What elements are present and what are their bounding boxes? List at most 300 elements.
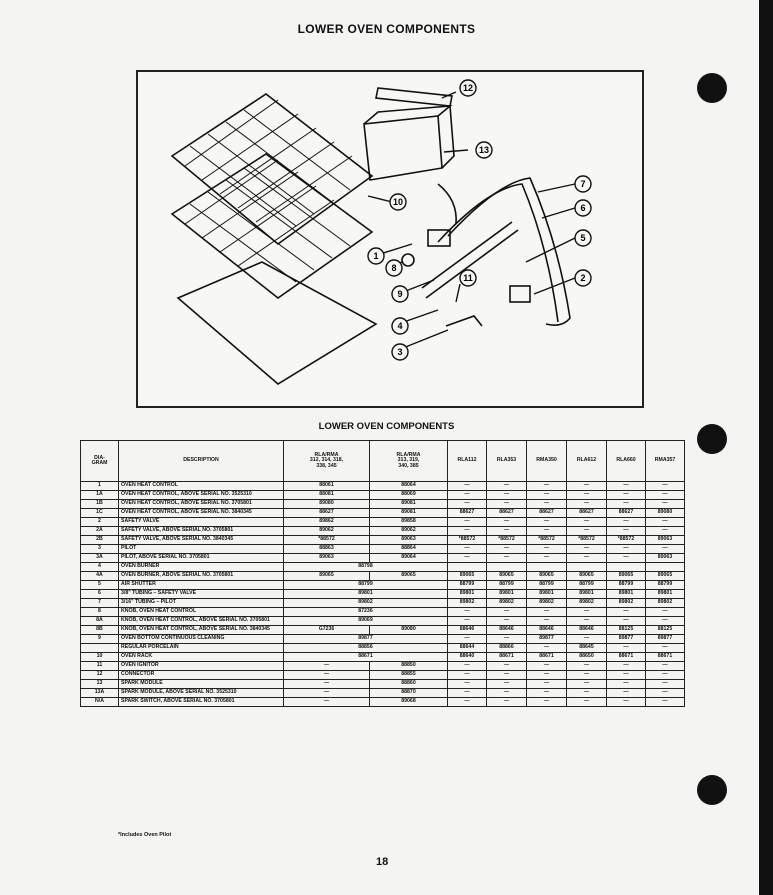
part-number-cell: —: [527, 680, 567, 689]
table-row: [81, 482, 685, 491]
part-number-cell: 89802: [607, 599, 646, 608]
footnote: *Includes Oven Pilot: [118, 832, 172, 838]
description-cell: PILOT: [119, 545, 284, 554]
part-number-cell: 88646: [487, 626, 527, 635]
part-number-cell: —: [646, 698, 685, 707]
part-number-cell: —: [646, 527, 685, 536]
part-number-cell: 88125: [646, 626, 685, 635]
part-number-cell: —: [567, 635, 607, 644]
diagram-number-cell: 3: [81, 545, 119, 554]
part-number-cell: 88640: [448, 653, 487, 662]
table-row: [81, 653, 685, 662]
part-number-cell: —: [646, 662, 685, 671]
part-number-cell: —: [646, 617, 685, 626]
diagram-number-cell: 2: [81, 518, 119, 527]
tubing: [448, 178, 570, 325]
part-number-cell: —: [646, 689, 685, 698]
part-number-cell: 89063: [646, 536, 685, 545]
part-number-cell: —: [487, 518, 527, 527]
part-number-cell: 88850: [370, 662, 448, 671]
part-number-cell: —: [448, 545, 487, 554]
part-number-cell: —: [487, 680, 527, 689]
part-number-cell: —: [527, 500, 567, 509]
part-number-cell: 89801: [284, 590, 448, 599]
diagram-number-cell: 2B: [81, 536, 119, 545]
table-row: [81, 644, 685, 653]
description-cell: KNOB, OVEN HEAT CONTROL, ABOVE SERIAL NO. 3705801: [119, 617, 284, 626]
part-number-cell: 89802: [646, 599, 685, 608]
part-number-cell: —: [646, 491, 685, 500]
callout-number: 6: [580, 203, 586, 213]
diagram-number-cell: 2A: [81, 527, 119, 536]
part-number-cell: 89065: [646, 572, 685, 581]
part-number-cell: —: [448, 680, 487, 689]
part-number-cell: 88644: [448, 644, 487, 653]
callout-number: 8: [391, 263, 397, 273]
part-number-cell: —: [527, 518, 567, 527]
part-number-cell: 88627: [448, 509, 487, 518]
part-number-cell: 89065: [448, 572, 487, 581]
part-number-cell: —: [448, 518, 487, 527]
part-number-cell: 89877: [284, 635, 448, 644]
part-number-cell: —: [567, 617, 607, 626]
diagram-number-cell: 1B: [81, 500, 119, 509]
exploded-diagram: [136, 70, 644, 408]
table-row: [81, 518, 685, 527]
part-number-cell: —: [607, 518, 646, 527]
description-cell: REGULAR PORCELAIN: [119, 644, 284, 653]
part-number-cell: —: [567, 482, 607, 491]
part-number-cell: 88870: [370, 689, 448, 698]
part-number-cell: 89801: [567, 590, 607, 599]
part-number-cell: —: [567, 671, 607, 680]
table-row: [81, 662, 685, 671]
header-model: RLA353: [487, 441, 527, 482]
part-number-cell: 89801: [646, 590, 685, 599]
part-number-cell: —: [487, 662, 527, 671]
part-number-cell: 89062: [370, 527, 448, 536]
part-number-cell: 88646: [448, 626, 487, 635]
part-number-cell: —: [487, 689, 527, 698]
part-number-cell: 88799: [607, 581, 646, 590]
part-number-cell: —: [487, 608, 527, 617]
part-number-cell: 89802: [567, 599, 607, 608]
part-number-cell: 89062: [284, 527, 370, 536]
part-number-cell: 88627: [607, 509, 646, 518]
diagram-number-cell: 13: [81, 680, 119, 689]
connector-bracket: [376, 88, 452, 106]
part-number-cell: 88671: [284, 653, 448, 662]
part-number-cell: *88572: [527, 536, 567, 545]
part-number-cell: —: [567, 698, 607, 707]
table-row: [81, 599, 685, 608]
spark-module: [364, 116, 442, 180]
part-number-cell: 88671: [607, 653, 646, 662]
part-number-cell: 89065: [527, 572, 567, 581]
header-model: RLA660: [607, 441, 646, 482]
part-number-cell: *88572: [284, 536, 370, 545]
part-number-cell: —: [607, 617, 646, 626]
part-number-cell: 89081: [370, 500, 448, 509]
part-number-cell: 88646: [567, 626, 607, 635]
part-number-cell: 89069: [284, 617, 448, 626]
part-number-cell: 89801: [487, 590, 527, 599]
part-number-cell: —: [448, 491, 487, 500]
diagram-number-cell: 8: [81, 608, 119, 617]
description-cell: 3/16" TUBING – PILOT: [119, 599, 284, 608]
part-number-cell: 89862: [284, 518, 370, 527]
part-number-cell: —: [607, 662, 646, 671]
description-cell: OVEN HEAT CONTROL, ABOVE SERIAL NO. 3840345: [119, 509, 284, 518]
safety-valve: [510, 286, 530, 302]
part-number-cell: 89063: [284, 554, 370, 563]
part-number-cell: —: [527, 482, 567, 491]
part-number-cell: —: [567, 527, 607, 536]
part-number-cell: *88572: [487, 536, 527, 545]
part-number-cell: [448, 563, 487, 572]
table-row: [81, 572, 685, 581]
description-cell: SPARK MODULE: [119, 680, 284, 689]
table-row: [81, 617, 685, 626]
table-row: [81, 626, 685, 635]
part-number-cell: 88627: [567, 509, 607, 518]
header-description: DESCRIPTION: [119, 441, 284, 482]
part-number-cell: —: [284, 680, 370, 689]
diagram-number-cell: 1A: [81, 491, 119, 500]
control-knob: [402, 254, 414, 266]
description-cell: KNOB, OVEN HEAT CONTROL: [119, 608, 284, 617]
part-number-cell: 89877: [527, 635, 567, 644]
callout-number: 2: [580, 273, 586, 283]
part-number-cell: —: [284, 689, 370, 698]
part-number-cell: —: [607, 671, 646, 680]
part-number-cell: —: [487, 671, 527, 680]
part-number-cell: [527, 563, 567, 572]
part-number-cell: —: [607, 680, 646, 689]
part-number-cell: 89063: [370, 536, 448, 545]
diagram-number-cell: 13A: [81, 689, 119, 698]
part-number-cell: —: [646, 671, 685, 680]
part-number-cell: —: [448, 698, 487, 707]
part-number-cell: —: [448, 527, 487, 536]
part-number-cell: [607, 563, 646, 572]
description-cell: OVEN RACK: [119, 653, 284, 662]
callout-number: 12: [462, 83, 474, 93]
parts-table-body: [81, 482, 685, 707]
part-number-cell: 89065: [284, 572, 370, 581]
table-row: [81, 698, 685, 707]
part-number-cell: 87236: [284, 608, 448, 617]
part-number-cell: 88799: [487, 581, 527, 590]
part-number-cell: 89080: [646, 509, 685, 518]
table-row: [81, 527, 685, 536]
part-number-cell: —: [646, 608, 685, 617]
part-number-cell: —: [487, 554, 527, 563]
part-number-cell: —: [448, 662, 487, 671]
table-row: [81, 689, 685, 698]
diagram-number-cell: 7: [81, 599, 119, 608]
callout-number: 4: [397, 321, 403, 331]
description-cell: SPARK SWITCH, ABOVE SERIAL NO. 3705801: [119, 698, 284, 707]
callout-number: 7: [580, 179, 586, 189]
part-number-cell: —: [487, 698, 527, 707]
part-number-cell: 89802: [487, 599, 527, 608]
table-row: [81, 554, 685, 563]
part-number-cell: [487, 563, 527, 572]
description-cell: OVEN BOTTOM CONTINUOUS CLEANING: [119, 635, 284, 644]
diagram-number-cell: 11: [81, 662, 119, 671]
part-number-cell: —: [487, 635, 527, 644]
part-number-cell: —: [527, 491, 567, 500]
part-number-cell: —: [567, 518, 607, 527]
description-cell: 3/8" TUBING – SAFETY VALVE: [119, 590, 284, 599]
diagram-number-cell: 1C: [81, 509, 119, 518]
part-number-cell: —: [607, 689, 646, 698]
part-number-cell: —: [567, 545, 607, 554]
part-number-cell: 88866: [487, 644, 527, 653]
part-number-cell: 89801: [448, 590, 487, 599]
part-number-cell: 88799: [527, 581, 567, 590]
diagram-number-cell: [81, 644, 119, 653]
part-number-cell: 89801: [607, 590, 646, 599]
table-row: [81, 635, 685, 644]
part-number-cell: —: [607, 698, 646, 707]
header-diagram: DIA- GRAM: [81, 441, 119, 482]
part-number-cell: [646, 563, 685, 572]
part-number-cell: —: [607, 527, 646, 536]
part-number-cell: 89080: [370, 626, 448, 635]
description-cell: SPARK MODULE, ABOVE SERIAL NO. 3525310: [119, 689, 284, 698]
header-model: RMA357: [646, 441, 685, 482]
part-number-cell: —: [646, 482, 685, 491]
part-number-cell: 89065: [607, 572, 646, 581]
callout-number: 10: [392, 197, 404, 207]
description-cell: OVEN BURNER: [119, 563, 284, 572]
diagram-number-cell: 9: [81, 635, 119, 644]
callout-number: 3: [397, 347, 403, 357]
part-number-cell: —: [487, 500, 527, 509]
part-number-cell: —: [448, 635, 487, 644]
description-cell: OVEN HEAT CONTROL: [119, 482, 284, 491]
description-cell: SAFETY VALVE: [119, 518, 284, 527]
part-number-cell: G7236: [284, 626, 370, 635]
description-cell: OVEN HEAT CONTROL, ABOVE SERIAL NO. 3705801: [119, 500, 284, 509]
part-number-cell: *88572: [567, 536, 607, 545]
part-number-cell: —: [527, 608, 567, 617]
part-number-cell: 88855: [370, 671, 448, 680]
table-row: [81, 671, 685, 680]
part-number-cell: —: [448, 608, 487, 617]
diagram-number-cell: 3A: [81, 554, 119, 563]
part-number-cell: 88799: [567, 581, 607, 590]
scan-edge: [759, 0, 773, 895]
oven-rack-lower: [172, 154, 372, 298]
table-row: [81, 590, 685, 599]
table-row: [81, 536, 685, 545]
part-number-cell: —: [487, 527, 527, 536]
part-number-cell: 88799: [448, 581, 487, 590]
diagram-number-cell: 4: [81, 563, 119, 572]
part-number-cell: —: [487, 482, 527, 491]
part-number-cell: 88798: [284, 563, 448, 572]
callout-number: 11: [463, 273, 473, 283]
part-number-cell: —: [646, 500, 685, 509]
part-number-cell: 88856: [284, 644, 448, 653]
part-number-cell: —: [448, 671, 487, 680]
diagram-drawing: [138, 72, 642, 406]
part-number-cell: —: [448, 554, 487, 563]
description-cell: SAFETY VALVE, ABOVE SERIAL NO. 3840345: [119, 536, 284, 545]
diagram-number-cell: 4A: [81, 572, 119, 581]
part-number-cell: —: [448, 482, 487, 491]
description-cell: OVEN HEAT CONTROL, ABOVE SERIAL NO. 3525310: [119, 491, 284, 500]
part-number-cell: —: [527, 671, 567, 680]
part-number-cell: —: [607, 491, 646, 500]
part-number-cell: —: [646, 545, 685, 554]
part-number-cell: —: [527, 617, 567, 626]
part-number-cell: 88646: [527, 626, 567, 635]
header-model: RLA/RMA 312, 314, 318, 338, 345: [284, 441, 370, 482]
part-number-cell: 89801: [527, 590, 567, 599]
part-number-cell: 89858: [370, 518, 448, 527]
callout-number: 13: [478, 145, 490, 155]
diagram-number-cell: 10: [81, 653, 119, 662]
oven-burner: [422, 222, 518, 298]
table-row: [81, 680, 685, 689]
part-number-cell: *88572: [448, 536, 487, 545]
description-cell: OVEN IGNITOR: [119, 662, 284, 671]
table-row: [81, 545, 685, 554]
diagram-number-cell: 8B: [81, 626, 119, 635]
part-number-cell: 88081: [284, 491, 370, 500]
part-number-cell: —: [284, 662, 370, 671]
diagram-number-cell: 8A: [81, 617, 119, 626]
part-number-cell: 89065: [370, 572, 448, 581]
part-number-cell: 88650: [567, 653, 607, 662]
part-number-cell: —: [448, 500, 487, 509]
part-number-cell: 88799: [284, 581, 448, 590]
part-number-cell: —: [607, 554, 646, 563]
part-number-cell: —: [527, 689, 567, 698]
diagram-number-cell: 1: [81, 482, 119, 491]
part-number-cell: 89065: [487, 572, 527, 581]
part-number-cell: 89064: [370, 554, 448, 563]
part-number-cell: —: [527, 527, 567, 536]
part-number-cell: 89068: [370, 698, 448, 707]
description-cell: OVEN BURNER, ABOVE SERIAL NO. 3705801: [119, 572, 284, 581]
part-number-cell: 89063: [646, 554, 685, 563]
part-number-cell: 89080: [284, 500, 370, 509]
table-row: [81, 491, 685, 500]
diagram-number-cell: N/A: [81, 698, 119, 707]
part-number-cell: —: [607, 482, 646, 491]
part-number-cell: —: [646, 644, 685, 653]
part-number-cell: 89802: [527, 599, 567, 608]
part-number-cell: —: [448, 617, 487, 626]
page-title: LOWER OVEN COMPONENTS: [297, 22, 476, 36]
table-row: [81, 509, 685, 518]
part-number-cell: 89877: [607, 635, 646, 644]
part-number-cell: 88627: [527, 509, 567, 518]
part-number-cell: 89877: [646, 635, 685, 644]
parts-table: [80, 440, 685, 707]
header-model: RLA/RMA 313, 319, 340, 385: [370, 441, 448, 482]
description-cell: CONNECTOR: [119, 671, 284, 680]
part-number-cell: —: [607, 500, 646, 509]
part-number-cell: —: [567, 500, 607, 509]
part-number-cell: —: [527, 644, 567, 653]
callout-number: 9: [397, 289, 403, 299]
part-number-cell: 88125: [607, 626, 646, 635]
oven-rack-upper: [172, 94, 372, 244]
part-number-cell: —: [607, 608, 646, 617]
oven-bottom-panel: [178, 262, 376, 384]
table-row: [81, 608, 685, 617]
part-number-cell: —: [567, 680, 607, 689]
part-number-cell: 89802: [448, 599, 487, 608]
part-number-cell: 88671: [487, 653, 527, 662]
part-number-cell: —: [607, 644, 646, 653]
table-title: LOWER OVEN COMPONENTS: [318, 421, 455, 432]
part-number-cell: [567, 563, 607, 572]
table-header-row: [81, 441, 685, 482]
part-number-cell: 88645: [567, 644, 607, 653]
part-number-cell: 88671: [646, 653, 685, 662]
table-row: [81, 581, 685, 590]
diagram-number-cell: 12: [81, 671, 119, 680]
part-number-cell: —: [567, 491, 607, 500]
part-number-cell: 88860: [370, 680, 448, 689]
part-number-cell: 88627: [284, 509, 370, 518]
part-number-cell: —: [527, 698, 567, 707]
part-number-cell: —: [448, 689, 487, 698]
part-number-cell: 89802: [284, 599, 448, 608]
part-number-cell: 89081: [370, 509, 448, 518]
pilot: [446, 316, 482, 326]
part-number-cell: 88799: [646, 581, 685, 590]
part-number-cell: —: [567, 662, 607, 671]
description-cell: AIR SHUTTER: [119, 581, 284, 590]
part-number-cell: —: [284, 671, 370, 680]
diagram-number-cell: 6: [81, 590, 119, 599]
description-cell: KNOB, OVEN HEAT CONTROL, ABOVE SERIAL NO. 3840345: [119, 626, 284, 635]
part-number-cell: 88671: [527, 653, 567, 662]
diagram-number-cell: 5: [81, 581, 119, 590]
part-number-cell: —: [646, 680, 685, 689]
table-row: [81, 563, 685, 572]
part-number-cell: —: [487, 491, 527, 500]
description-cell: SAFETY VALVE, ABOVE SERIAL NO. 3705801: [119, 527, 284, 536]
part-number-cell: —: [567, 608, 607, 617]
part-number-cell: 89065: [567, 572, 607, 581]
header-model: RLA612: [567, 441, 607, 482]
part-number-cell: —: [527, 554, 567, 563]
part-number-cell: —: [527, 662, 567, 671]
table-row: [81, 500, 685, 509]
part-number-cell: —: [284, 698, 370, 707]
callout-number: 1: [373, 251, 379, 261]
binder-hole: [697, 775, 727, 805]
part-number-cell: 88064: [370, 482, 448, 491]
part-number-cell: —: [567, 554, 607, 563]
header-model: RLA112: [448, 441, 487, 482]
part-number-cell: *88572: [607, 536, 646, 545]
part-number-cell: 88061: [284, 482, 370, 491]
part-number-cell: —: [487, 545, 527, 554]
header-model: RMA350: [527, 441, 567, 482]
part-number-cell: —: [567, 689, 607, 698]
part-number-cell: —: [527, 545, 567, 554]
